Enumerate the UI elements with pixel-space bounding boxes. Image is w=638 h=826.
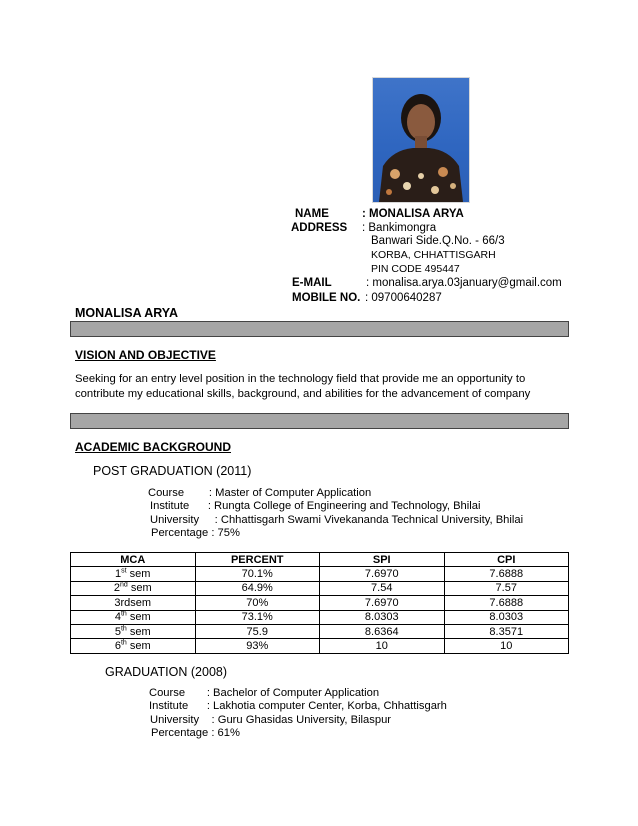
email-value: : monalisa.arya.03january@gmail.com: [366, 277, 562, 289]
table-row: [71, 624, 569, 638]
table-row: [71, 610, 569, 624]
graduation-title: GRADUATION (2008): [105, 665, 228, 679]
semester-cell: 1st sem: [71, 567, 196, 581]
percent-cell: 70.1%: [195, 567, 320, 581]
candidate-name: MONALISA ARYA: [75, 306, 179, 320]
cpi-cell: 7.6888: [444, 596, 569, 610]
semester-marks-table: [70, 552, 569, 654]
section-divider-bar: [70, 321, 569, 337]
spi-cell: 7.54: [320, 581, 445, 595]
address-line-1: : Bankimongra: [362, 222, 437, 234]
mobile-value: : 09700640287: [365, 292, 442, 304]
mobile-label: MOBILE NO.: [292, 292, 361, 304]
section-divider-bar: [70, 413, 569, 429]
percent-cell: 93%: [195, 639, 320, 653]
column-header-spi: SPI: [320, 553, 445, 567]
pg-course: Course : Master of Computer Application: [148, 487, 372, 499]
academic-heading: ACADEMIC BACKGROUND: [75, 440, 231, 454]
spi-cell: 7.6970: [320, 596, 445, 610]
percent-cell: 64.9%: [195, 581, 320, 595]
percent-cell: 73.1%: [195, 610, 320, 624]
column-header-percent: PERCENT: [195, 553, 320, 567]
address-line-4: PIN CODE 495447: [371, 263, 460, 275]
post-graduation-title: POST GRADUATION (2011): [93, 464, 252, 478]
cpi-cell: 10: [444, 639, 569, 653]
cpi-cell: 8.0303: [444, 610, 569, 624]
table-header-row: [71, 553, 569, 567]
spi-cell: 8.6364: [320, 624, 445, 638]
grad-percentage: Percentage : 61%: [151, 727, 240, 739]
table-row: [71, 567, 569, 581]
pg-university: University : Chhattisgarh Swami Vivekananda Technical University, Bhilai: [150, 514, 524, 526]
spi-cell: 8.0303: [320, 610, 445, 624]
email-label: E-MAIL: [292, 277, 332, 289]
pg-institute: Institute : Rungta College of Engineering and Technology, Bhilai: [150, 500, 481, 512]
name-label: NAME: [295, 208, 329, 220]
column-header-cpi: CPI: [444, 553, 569, 567]
table-row: [71, 581, 569, 595]
cpi-cell: 8.3571: [444, 624, 569, 638]
vision-heading: VISION AND OBJECTIVE: [75, 348, 216, 362]
grad-course: Course : Bachelor of Computer Application: [149, 687, 380, 699]
name-value: : MONALISA ARYA: [362, 208, 464, 220]
column-header-mca: MCA: [71, 553, 196, 567]
person-portrait-icon: [373, 78, 469, 202]
grad-university: University : Guru Ghasidas University, Bilaspur: [150, 714, 392, 726]
cpi-cell: 7.57: [444, 581, 569, 595]
semester-cell: 3rdsem: [71, 596, 196, 610]
spi-cell: 7.6970: [320, 567, 445, 581]
address-label: ADDRESS: [291, 222, 348, 234]
table-row: [71, 596, 569, 610]
grad-institute: Institute : Lakhotia computer Center, Korba, Chhattisgarh: [149, 700, 447, 712]
table-row: [71, 639, 569, 653]
profile-photo: [372, 77, 470, 203]
semester-cell: 2nd sem: [71, 581, 196, 595]
address-line-2: Banwari Side.Q.No. - 66/3: [371, 235, 505, 247]
semester-cell: 6th sem: [71, 639, 196, 653]
semester-cell: 5th sem: [71, 624, 196, 638]
percent-cell: 70%: [195, 596, 320, 610]
percent-cell: 75.9: [195, 624, 320, 638]
vision-text: Seeking for an entry level position in the technology field that provide me an opportunity to contribute my educational skills, background, and abilities for the advancement of company: [75, 373, 531, 400]
pg-percentage: Percentage : 75%: [151, 527, 240, 539]
cpi-cell: 7.6888: [444, 567, 569, 581]
address-line-3: KORBA, CHHATTISGARH: [371, 249, 496, 261]
spi-cell: 10: [320, 639, 445, 653]
semester-cell: 4th sem: [71, 610, 196, 624]
